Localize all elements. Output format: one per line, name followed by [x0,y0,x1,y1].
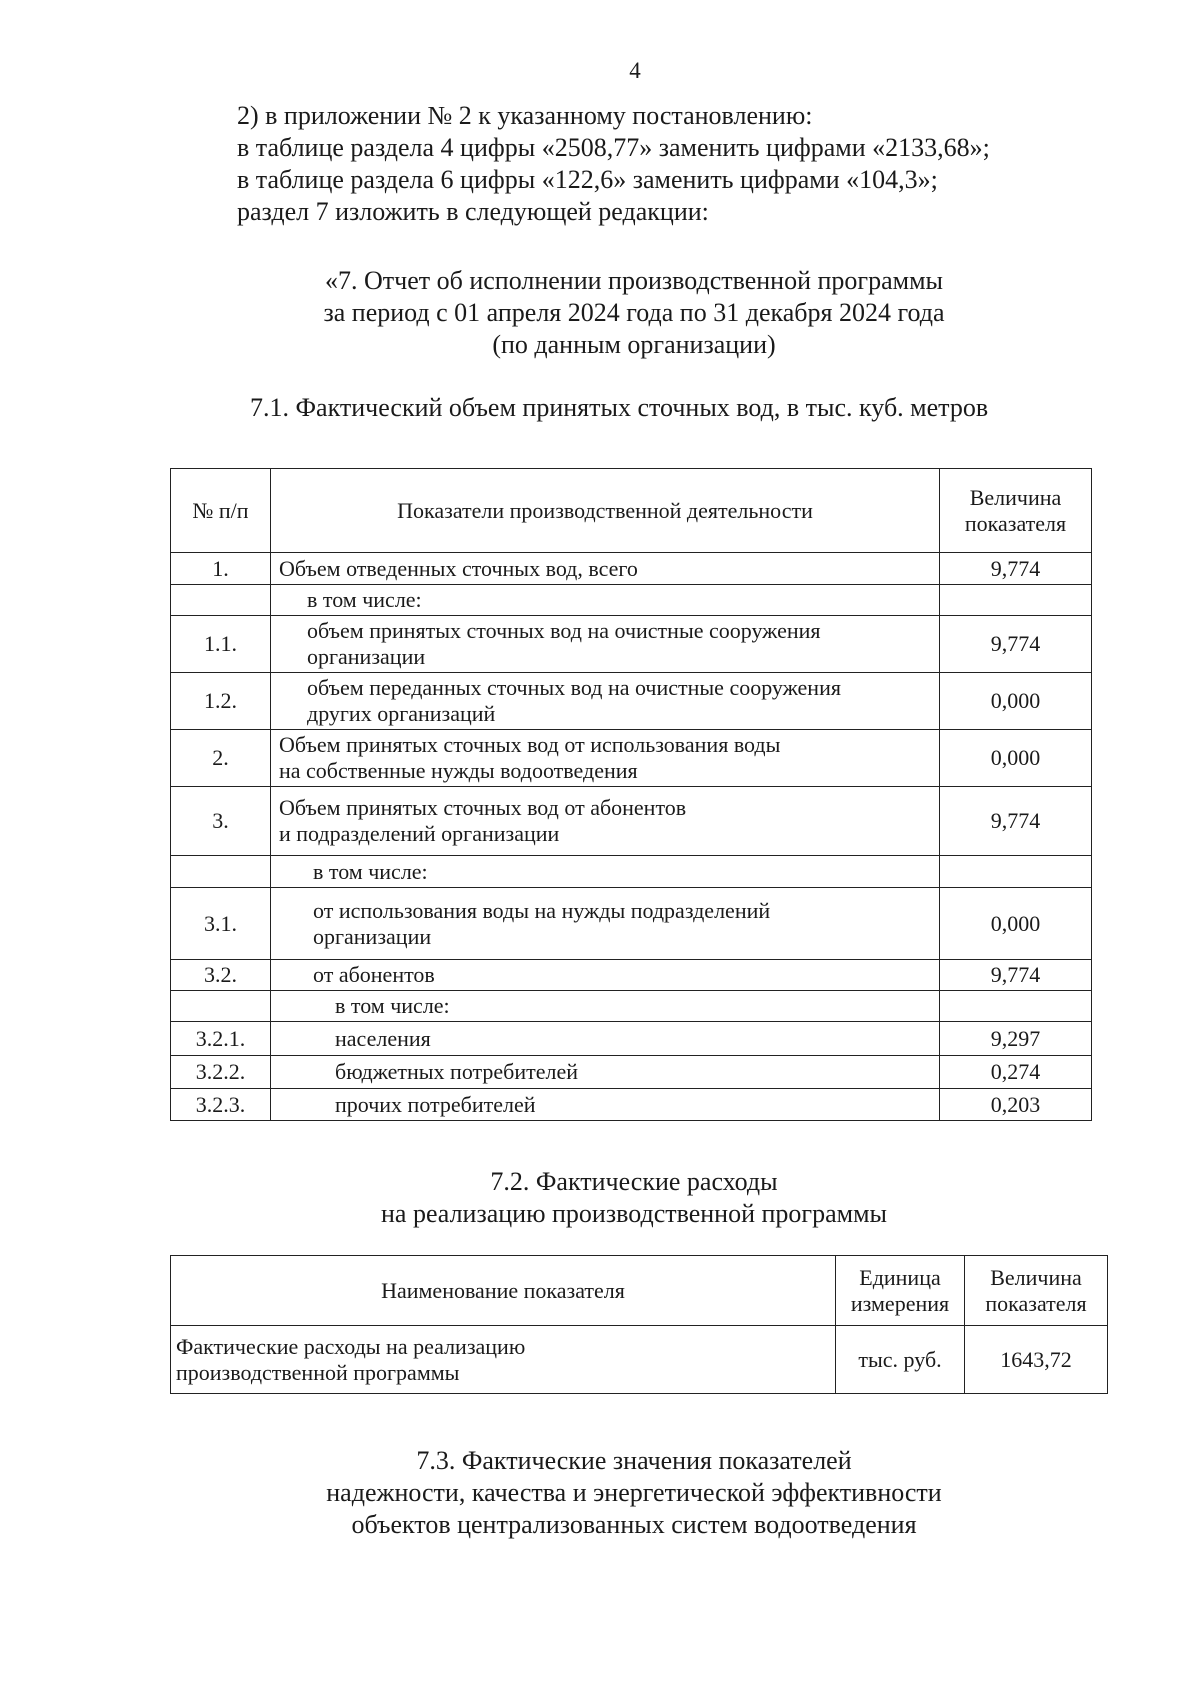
page-number: 4 [629,58,641,83]
row-value: 1643,72 [965,1326,1108,1394]
text-line: на собственные нужды водоотведения [279,758,638,783]
row-value [940,856,1092,888]
col-value-header [965,1256,1108,1326]
row-value: 9,297 [940,1022,1092,1056]
text-line: Объем принятых сточных вод от использования воды [279,732,781,757]
table-row [171,585,1092,616]
header-line: Единица [859,1264,941,1290]
intro-paragraph [237,100,990,228]
expenses-table [170,1255,1108,1394]
text-line: других организаций [307,701,496,726]
table-row [171,960,1092,991]
row-text: Объем отведенных сточных вод, всего [271,553,940,585]
text-line: и подразделений организации [279,821,560,846]
text-line: от использования воды на нужды подразделений [313,897,771,923]
header-line: Величина [969,484,1062,510]
row-num: 3. [171,787,271,856]
row-num [171,991,271,1022]
row-value [940,991,1092,1022]
col-name-header: Наименование показателя [171,1256,836,1326]
row-value: 0,000 [940,673,1092,730]
table-row [171,1326,1108,1394]
intro-line: в таблице раздела 4 цифры «2508,77» заменить цифрами «2133,68»; [237,133,990,162]
table-row [171,787,1092,856]
row-text [271,673,940,730]
row-name [171,1326,836,1394]
col-indicator-header: Показатели производственной деятельности [271,469,940,553]
header-line: измерения [850,1290,950,1316]
text-line: объем принятых сточных вод на очистные сооружения [307,618,821,643]
row-num [171,585,271,616]
table-row [171,553,1092,585]
row-value: 0,274 [940,1056,1092,1089]
row-text [271,730,940,787]
title-line: надежности, качества и энергетической эффективности [326,1478,942,1507]
text-line: Фактические расходы на реализацию [176,1333,526,1359]
row-text: от абонентов [271,960,940,991]
row-unit: тыс. руб. [836,1326,965,1394]
title-line: 7.2. Фактические расходы [490,1167,778,1196]
row-text [271,888,940,960]
title-line: за период с 01 апреля 2024 года по 31 декабря 2024 года [323,298,945,327]
text-line: объем переданных сточных вод на очистные сооружения [307,675,841,700]
row-text [271,616,940,673]
row-text: прочих потребителей [271,1089,940,1121]
row-text [271,787,940,856]
table-row [171,991,1092,1022]
table-row [171,730,1092,787]
header-line: Величина [990,1264,1082,1290]
wastewater-volume-table [170,468,1092,1121]
section-7-3-title [0,1445,1200,1541]
title-line: объектов централизованных систем водоотведения [351,1510,917,1539]
table-row [171,1022,1092,1056]
header-line: показателя [964,510,1067,536]
row-num: 3.2.1. [171,1022,271,1056]
row-text: в том числе: [271,991,940,1022]
table-row [171,1089,1092,1121]
text-line: организации [307,644,426,669]
col-value-header [940,469,1092,553]
text-line: производственной программы [176,1359,460,1385]
title-line: 7.3. Фактические значения показателей [416,1446,852,1475]
table-row [171,616,1092,673]
row-num [171,856,271,888]
table-header-row [171,469,1092,553]
row-num: 3.2.3. [171,1089,271,1121]
intro-line: 2) в приложении № 2 к указанному постановлению: [237,101,813,130]
header-line: показателя [985,1290,1087,1316]
row-text: в том числе: [271,585,940,616]
row-text: бюджетных потребителей [271,1056,940,1089]
row-value: 9,774 [940,787,1092,856]
text-line: организации [313,923,432,949]
intro-line: раздел 7 изложить в следующей редакции: [237,197,709,226]
title-line: на реализацию производственной программы [380,1199,887,1228]
table-row [171,1056,1092,1089]
table-header-row [171,1256,1108,1326]
title-line: «7. Отчет об исполнении производственной программы [324,266,944,295]
section-7-1-heading: 7.1. Фактический объем принятых сточных вод, в тыс. куб. метров [250,393,989,422]
row-num: 3.2.2. [171,1056,271,1089]
table-row [171,856,1092,888]
row-value: 9,774 [940,616,1092,673]
row-value [940,585,1092,616]
row-num: 3.2. [171,960,271,991]
text-line: Объем принятых сточных вод от абонентов [279,795,687,820]
intro-line: в таблице раздела 6 цифры «122,6» заменить цифрами «104,3»; [237,165,938,194]
row-text: населения [271,1022,940,1056]
title-line: (по данным организации) [492,330,776,359]
row-text: в том числе: [271,856,940,888]
row-num: 2. [171,730,271,787]
row-num: 3.1. [171,888,271,960]
row-value: 0,203 [940,1089,1092,1121]
col-num-header: № п/п [171,469,271,553]
col-unit-header [836,1256,965,1326]
row-value: 9,774 [940,960,1092,991]
row-num: 1.1. [171,616,271,673]
row-num: 1.2. [171,673,271,730]
section-7-title [0,265,1200,361]
row-num: 1. [171,553,271,585]
row-value: 0,000 [940,730,1092,787]
row-value: 9,774 [940,553,1092,585]
table-row [171,888,1092,960]
table-row [171,673,1092,730]
row-value: 0,000 [940,888,1092,960]
section-7-2-title [0,1166,1200,1230]
